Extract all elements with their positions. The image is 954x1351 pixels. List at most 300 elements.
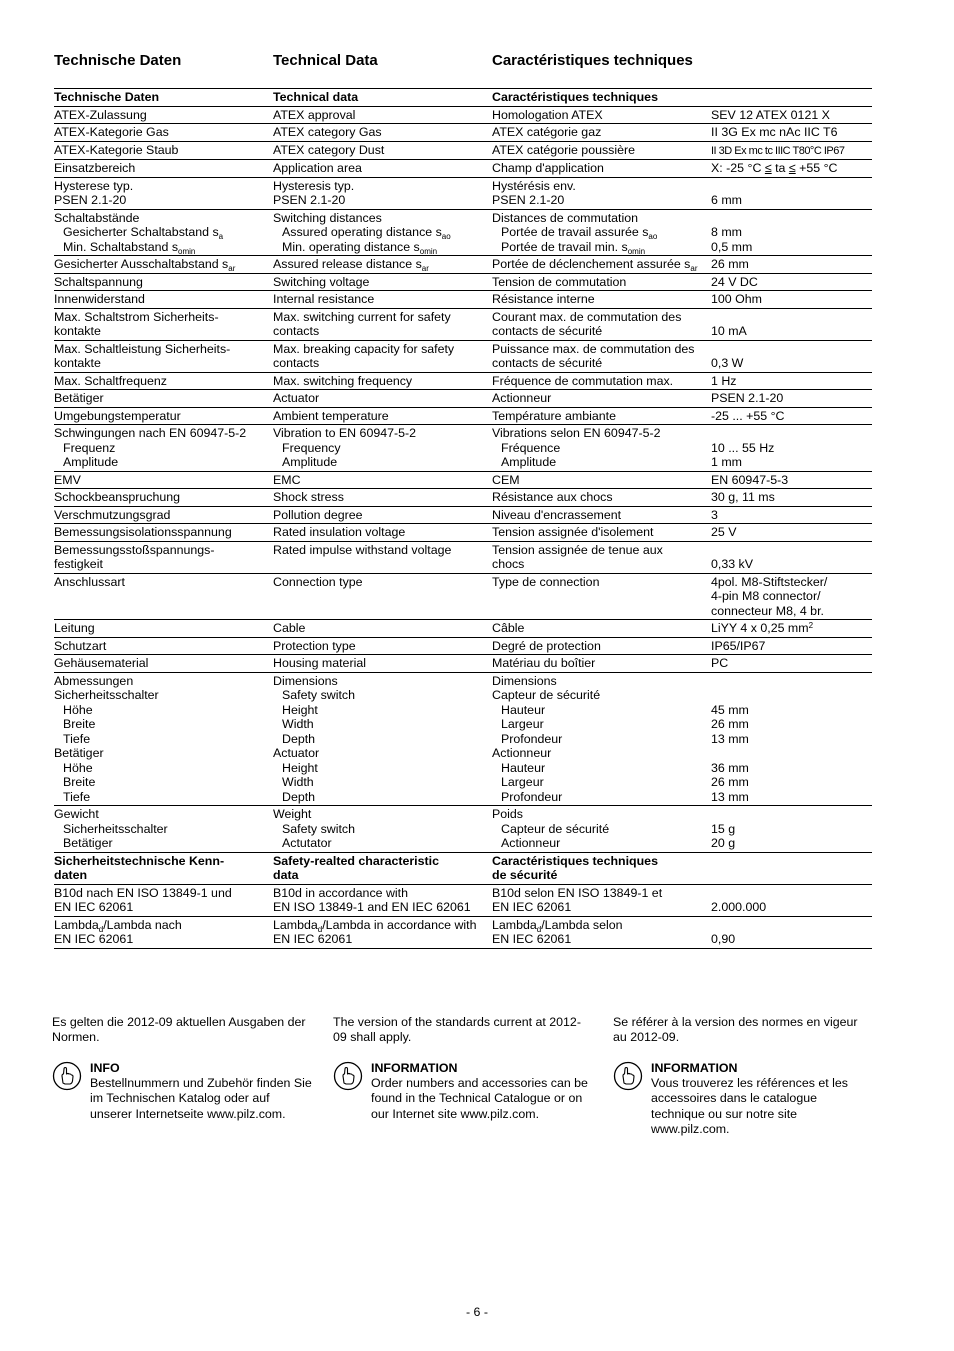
cell-line <box>492 125 711 140</box>
cell-line <box>492 426 711 441</box>
table-cell-en <box>273 620 492 638</box>
cell-line <box>273 886 492 901</box>
table-cell-en <box>273 506 492 524</box>
table-cell-value <box>711 489 872 507</box>
cell-text: 1 mm <box>711 455 742 469</box>
cell-line <box>273 374 492 389</box>
table-header-row <box>54 852 872 884</box>
cell-text: Vibration to EN 60947-5-2 <box>273 426 417 440</box>
table-cell-en <box>273 916 492 948</box>
cell-text: Switching distances <box>273 210 382 225</box>
cell-line <box>492 688 711 703</box>
table-cell-value <box>711 524 872 542</box>
hand-pointer-icon <box>52 1061 82 1091</box>
cell-line <box>492 490 711 505</box>
table-row <box>54 637 872 655</box>
cell-line <box>273 807 492 822</box>
cell-line <box>273 257 492 272</box>
technical-data-body <box>54 89 872 949</box>
cell-text: Caractéristiques techniques <box>492 90 658 104</box>
table-cell-value <box>711 916 872 948</box>
cell-line <box>273 621 492 636</box>
cell-text: Betätiger <box>54 746 104 760</box>
cell-line <box>492 575 711 590</box>
cell-line <box>273 525 492 540</box>
cell-line <box>711 455 872 470</box>
table-cell-de <box>54 89 273 107</box>
table-cell-de <box>54 160 273 178</box>
cell-text: 13 mm <box>711 789 749 804</box>
cell-line <box>492 790 711 805</box>
cell-line <box>711 409 872 424</box>
cell-text: Application area <box>273 161 362 175</box>
cell-text: Anschlussart <box>54 574 125 589</box>
cell-line <box>54 703 273 718</box>
cell-text: Einsatzbereich <box>54 161 136 175</box>
table-cell-en <box>273 372 492 390</box>
cell-line <box>492 761 711 776</box>
cell-line <box>492 292 711 307</box>
cell-text: Umgebungstemperatur <box>54 408 181 423</box>
standards-note-en: The version of the standards current at 2012-09 shall apply. <box>333 1015 581 1045</box>
cell-text: Assured release distance s <box>273 257 422 271</box>
table-cell-de <box>54 209 273 256</box>
cell-line <box>492 639 711 654</box>
cell-text: 30 g, 11 ms <box>711 490 775 504</box>
cell-line <box>711 674 872 689</box>
table-cell-de <box>54 308 273 340</box>
cell-text: Max. switching current for safety <box>273 309 451 324</box>
cell-line <box>711 426 872 441</box>
table-cell-value <box>711 655 872 673</box>
cell-line <box>273 179 492 194</box>
cell-text: 0,3 W <box>711 356 744 370</box>
table-cell-de <box>54 637 273 655</box>
table-cell-en <box>273 256 492 274</box>
cell-line <box>711 656 872 671</box>
table-cell-value <box>711 852 872 884</box>
cell-line <box>492 674 711 689</box>
cell-text: 0,90 <box>711 932 736 946</box>
table-cell-de <box>54 340 273 372</box>
cell-line <box>492 161 711 176</box>
table-cell-fr <box>492 390 711 408</box>
cell-text: Portée de travail assurée s <box>501 225 649 239</box>
table-cell-fr <box>492 916 711 948</box>
cell-line <box>54 868 273 883</box>
cell-text: Capteur de sécurité <box>501 821 610 836</box>
cell-line <box>711 257 872 272</box>
table-cell-en <box>273 340 492 372</box>
cell-text: EMC <box>273 472 301 487</box>
cell-line <box>492 807 711 822</box>
table-cell-value <box>711 141 872 160</box>
cell-line <box>711 441 872 456</box>
table-cell-de <box>54 672 273 806</box>
table-cell-fr <box>492 256 711 274</box>
cell-text: ≤ <box>788 161 796 175</box>
cell-line <box>711 525 872 540</box>
cell-line <box>492 391 711 406</box>
cell-line <box>711 310 872 325</box>
table-cell-en <box>273 884 492 916</box>
cell-line <box>711 639 872 654</box>
cell-text: Actutator <box>282 836 332 850</box>
info-text-de: Bestellnummern und Zubehör finden Sie im Technischen Katalog oder auf unserer Internetseite www.pilz.com. <box>90 1076 312 1121</box>
table-cell-de <box>54 541 273 573</box>
table-cell-en <box>273 390 492 408</box>
cell-line <box>492 822 711 837</box>
table-cell-fr <box>492 524 711 542</box>
cell-line <box>492 621 711 636</box>
subscript: a <box>218 232 224 241</box>
cell-line <box>54 918 273 933</box>
cell-text: Internal resistance <box>273 292 375 306</box>
cell-line <box>492 257 711 272</box>
table-cell-value <box>711 177 872 209</box>
cell-line <box>492 473 711 488</box>
cell-text: Betätiger <box>63 836 113 850</box>
cell-line <box>273 703 492 718</box>
cell-line <box>492 703 711 718</box>
table-cell-en <box>273 806 492 853</box>
table-cell-value <box>711 806 872 853</box>
cell-text: Max. Schaltstrom Sicherheits- <box>54 309 219 324</box>
cell-line <box>54 508 273 523</box>
cell-line <box>711 717 872 732</box>
table-cell-fr <box>492 425 711 472</box>
cell-text: 24 V DC <box>711 274 758 289</box>
table-cell-value <box>711 340 872 372</box>
cell-line <box>492 324 711 339</box>
table-cell-en <box>273 672 492 806</box>
cell-line <box>54 426 273 441</box>
cell-text: Tension assignée d'isolement <box>492 525 654 539</box>
table-cell-en <box>273 852 492 884</box>
table-cell-fr <box>492 541 711 573</box>
cell-line <box>273 356 492 371</box>
cell-line <box>54 310 273 325</box>
cell-text: ATEX approval <box>273 107 356 122</box>
cell-text: Actionneur <box>501 836 561 850</box>
cell-line <box>273 688 492 703</box>
cell-text: IP65/IP67 <box>711 638 766 653</box>
cell-line <box>492 886 711 901</box>
cell-text: Température ambiante <box>492 408 616 423</box>
table-cell-fr <box>492 308 711 340</box>
cell-line <box>54 225 273 240</box>
cell-line <box>54 557 273 572</box>
cell-line <box>273 674 492 689</box>
table-cell-en <box>273 106 492 124</box>
cell-text: Shock stress <box>273 490 344 504</box>
cell-text: SEV 12 ATEX 0121 X <box>711 107 830 122</box>
table-cell-de <box>54 806 273 853</box>
cell-text: Bemessungsstoßspannungs- <box>54 542 215 557</box>
cell-text: contacts <box>273 324 320 338</box>
cell-line <box>492 441 711 456</box>
cell-text: ta <box>771 161 789 175</box>
cell-text: 10 ... 55 Hz <box>711 440 775 455</box>
table-cell-value <box>711 291 872 309</box>
cell-line <box>711 688 872 703</box>
cell-line <box>492 179 711 194</box>
cell-text: Breite <box>63 717 96 731</box>
cell-text: Caractéristiques techniques <box>492 853 658 868</box>
cell-line <box>54 455 273 470</box>
cell-line <box>54 342 273 357</box>
table-row <box>54 541 872 573</box>
table-row <box>54 573 872 620</box>
table-cell-fr <box>492 291 711 309</box>
cell-line <box>492 409 711 424</box>
table-cell-fr <box>492 806 711 853</box>
table-cell-fr <box>492 273 711 291</box>
cell-text: Width <box>282 717 314 731</box>
cell-line <box>54 674 273 689</box>
cell-text: Amplitude <box>501 455 557 469</box>
table-row <box>54 620 872 638</box>
cell-line <box>273 543 492 558</box>
cell-line <box>54 275 273 290</box>
cell-line <box>711 108 872 123</box>
table-cell-fr <box>492 141 711 160</box>
table-cell-de <box>54 471 273 489</box>
cell-text: Pollution degree <box>273 507 363 522</box>
cell-line <box>54 790 273 805</box>
cell-text: Gehäusematerial <box>54 656 149 670</box>
table-row <box>54 177 872 209</box>
cell-text: PSEN 2.1-20 <box>54 193 127 207</box>
subscript: d <box>317 924 323 934</box>
cell-line <box>492 356 711 371</box>
cell-line <box>54 490 273 505</box>
cell-text: ATEX category Dust <box>273 142 385 157</box>
table-cell-en <box>273 541 492 573</box>
cell-text: de sécurité <box>492 868 558 882</box>
cell-text: Actuator <box>273 746 320 760</box>
cell-text: Max. Schaltleistung Sicherheits- <box>54 341 231 356</box>
cell-text: Capteur de sécurité <box>492 688 601 702</box>
table-cell-en <box>273 308 492 340</box>
cell-text: Schockbeanspruchung <box>54 490 181 504</box>
table-cell-de <box>54 141 273 160</box>
cell-line <box>273 426 492 441</box>
cell-text: 20 g <box>711 836 736 850</box>
cell-line <box>54 90 273 105</box>
table-row <box>54 884 872 916</box>
cell-line <box>273 932 492 947</box>
table-cell-fr <box>492 372 711 390</box>
cell-line <box>54 179 273 194</box>
cell-text: Rated insulation voltage <box>273 525 406 539</box>
cell-text: EN IEC 62061 <box>492 900 572 914</box>
cell-text: Switching voltage <box>273 274 370 289</box>
cell-line <box>273 225 492 240</box>
cell-text: Sicherheitsschalter <box>54 688 159 702</box>
heading-de: Technische Daten <box>54 52 182 69</box>
cell-text: Type de connection <box>492 574 600 589</box>
subscript: ar <box>421 264 429 273</box>
table-cell-en <box>273 291 492 309</box>
cell-text: Cable <box>273 621 306 635</box>
cell-text: ATEX-Zulassung <box>54 107 147 122</box>
cell-text: 8 mm <box>711 225 742 239</box>
cell-text: PSEN 2.1-20 <box>711 391 784 405</box>
table-cell-en <box>273 471 492 489</box>
table-cell-fr <box>492 637 711 655</box>
cell-line <box>54 807 273 822</box>
info-title-en: INFORMATION <box>371 1061 458 1075</box>
table-cell-en <box>273 524 492 542</box>
cell-line <box>273 732 492 747</box>
cell-text: ATEX-Kategorie Staub <box>54 142 179 157</box>
cell-text: B10d nach EN ISO 13849-1 und <box>54 885 232 900</box>
cell-line <box>54 391 273 406</box>
table-cell-fr <box>492 655 711 673</box>
cell-text: Actionneur <box>492 746 552 760</box>
cell-text: /Lambda selon <box>541 917 623 932</box>
cell-line <box>273 836 492 851</box>
cell-line <box>54 775 273 790</box>
table-row <box>54 489 872 507</box>
table-cell-de <box>54 407 273 425</box>
cell-line <box>273 717 492 732</box>
cell-line <box>492 732 711 747</box>
cell-line <box>711 807 872 822</box>
cell-text: Dimensions <box>492 673 557 688</box>
table-row <box>54 308 872 340</box>
cell-line <box>492 900 711 915</box>
cell-line <box>273 761 492 776</box>
cell-line <box>273 143 492 158</box>
cell-text: Lambda <box>492 917 537 932</box>
table-cell-en <box>273 160 492 178</box>
cell-text: data <box>273 868 299 882</box>
cell-line <box>54 125 273 140</box>
cell-text: Width <box>282 775 314 789</box>
cell-line <box>492 932 711 947</box>
table-cell-value <box>711 573 872 620</box>
cell-line <box>711 240 872 255</box>
cell-line <box>54 374 273 389</box>
table-cell-value <box>711 89 872 107</box>
cell-line <box>492 775 711 790</box>
cell-line <box>54 211 273 226</box>
table-cell-de <box>54 425 273 472</box>
table-cell-de <box>54 390 273 408</box>
cell-text: Tiefe <box>63 731 91 746</box>
cell-text: Vibrations selon EN 60947-5-2 <box>492 426 661 440</box>
cell-text: 1 Hz <box>711 373 737 388</box>
cell-text: /Lambda in accordance with <box>322 917 477 932</box>
superscript: 2 <box>808 621 814 630</box>
table-cell-de <box>54 489 273 507</box>
table-cell-value <box>711 209 872 256</box>
cell-line <box>273 324 492 339</box>
cell-line <box>492 656 711 671</box>
cell-text: Amplitude <box>63 455 119 469</box>
cell-line <box>492 508 711 523</box>
cell-text: 100 Ohm <box>711 292 762 306</box>
cell-text: 15 g <box>711 821 736 836</box>
cell-text: Safety switch <box>282 688 355 702</box>
cell-line <box>54 193 273 208</box>
table-row <box>54 160 872 178</box>
cell-line <box>492 836 711 851</box>
table-row <box>54 273 872 291</box>
cell-text: EN IEC 62061 <box>54 932 134 946</box>
table-row <box>54 655 872 673</box>
cell-line <box>54 543 273 558</box>
table-cell-fr <box>492 672 711 806</box>
cell-text: PC <box>711 656 729 670</box>
cell-line <box>54 108 273 123</box>
cell-text: ATEX catégorie gaz <box>492 125 602 139</box>
cell-text: Min. operating distance s <box>282 239 420 254</box>
cell-line <box>711 854 872 869</box>
cell-line <box>711 90 872 105</box>
cell-text: ATEX category Gas <box>273 125 382 139</box>
cell-line <box>492 854 711 869</box>
cell-text: Tiefe <box>63 789 91 804</box>
cell-line <box>54 441 273 456</box>
table-row <box>54 407 872 425</box>
cell-line <box>711 604 872 619</box>
cell-text: EN IEC 62061 <box>273 932 353 946</box>
cell-text: Hysterese typ. <box>54 178 134 193</box>
cell-line <box>711 193 872 208</box>
table-cell-value <box>711 124 872 142</box>
page-number: - 6 - <box>465 1305 489 1319</box>
table-cell-de <box>54 852 273 884</box>
table-cell-fr <box>492 884 711 916</box>
notes-fr <box>613 1015 873 1136</box>
cell-text: II 3D Ex mc tc IIIC T80°C IP67 <box>711 144 845 157</box>
cell-text: EN ISO 13849-1 and EN IEC 62061 <box>273 900 471 914</box>
table-cell-de <box>54 620 273 638</box>
cell-line <box>492 108 711 123</box>
cell-line <box>54 621 273 636</box>
cell-line <box>492 240 711 255</box>
heading-fr: Caractéristiques techniques <box>492 52 693 69</box>
cell-text: Technical data <box>273 90 359 104</box>
cell-line <box>273 790 492 805</box>
cell-line <box>273 473 492 488</box>
cell-text: 0,33 kV <box>711 557 754 571</box>
cell-text: Poids <box>492 807 523 821</box>
table-cell-en <box>273 655 492 673</box>
cell-text: Housing material <box>273 656 366 670</box>
table-row <box>54 471 872 489</box>
cell-text: 6 mm <box>711 193 742 207</box>
cell-text: ATEX-Kategorie Gas <box>54 125 169 139</box>
cell-text: Gesicherter Schaltabstand s <box>63 225 219 239</box>
cell-text: ≤ <box>764 161 772 175</box>
cell-line <box>711 324 872 339</box>
cell-line <box>54 161 273 176</box>
cell-line <box>54 932 273 947</box>
cell-text: Résistance interne <box>492 292 595 306</box>
table-cell-fr <box>492 106 711 124</box>
table-cell-value <box>711 308 872 340</box>
cell-line <box>54 717 273 732</box>
cell-text: daten <box>54 868 88 882</box>
cell-line <box>273 90 492 105</box>
cell-text: EN IEC 62061 <box>54 900 134 914</box>
cell-line <box>492 275 711 290</box>
cell-line <box>273 490 492 505</box>
